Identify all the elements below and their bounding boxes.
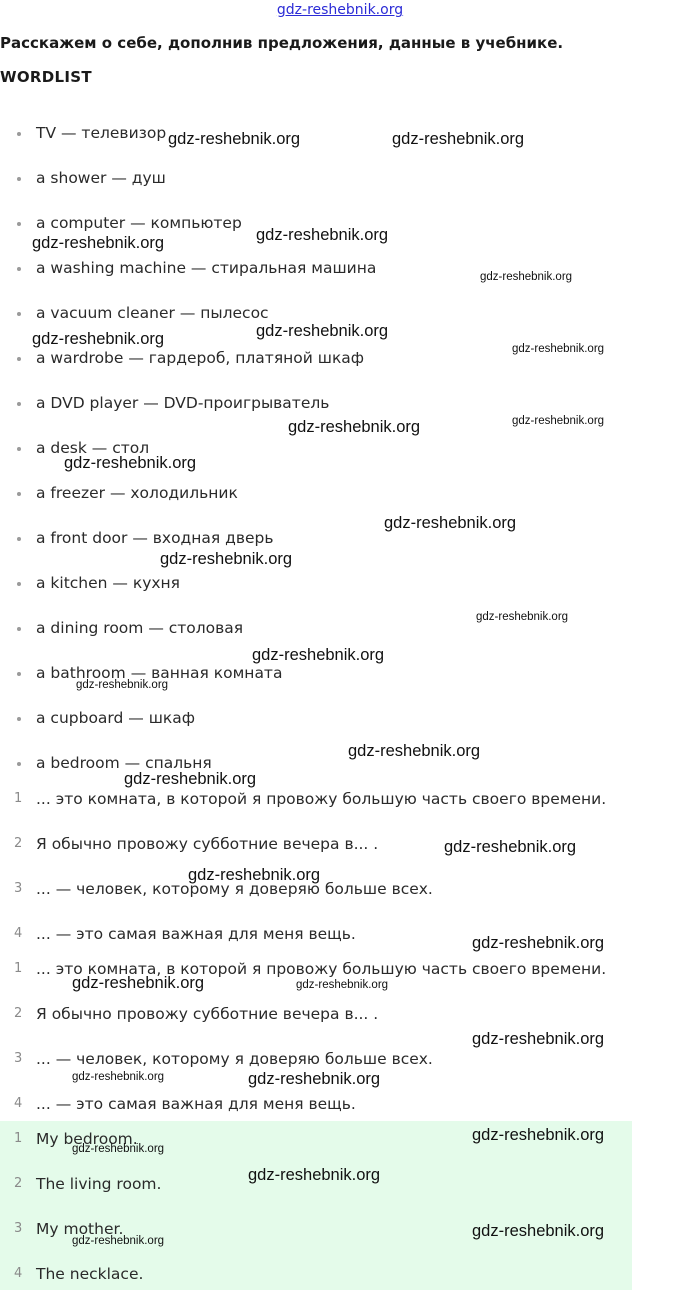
questions-list-1 bbox=[0, 787, 680, 967]
item-number: 3 bbox=[14, 1051, 23, 1066]
watermark: gdz-reshebnik.org bbox=[480, 271, 573, 283]
list-item bbox=[0, 661, 680, 706]
wordlist-entry: a washing machine — стиральная машина bbox=[36, 259, 377, 277]
list-item bbox=[0, 436, 680, 481]
watermark: gdz-reshebnik.org bbox=[472, 1222, 605, 1240]
item-number: 2 bbox=[14, 836, 23, 851]
wordlist-entry: a bedroom — спальня bbox=[36, 754, 212, 772]
wordlist-entry: TV — телевизор bbox=[36, 124, 167, 142]
bullet-icon bbox=[17, 177, 21, 181]
wordlist-entry: a bathroom — ванная комната bbox=[36, 664, 283, 682]
list-item bbox=[0, 391, 680, 436]
bullet-icon bbox=[17, 627, 21, 631]
watermark: gdz-reshebnik.org bbox=[288, 418, 421, 436]
item-number: 1 bbox=[14, 791, 23, 806]
watermark: gdz-reshebnik.org bbox=[256, 322, 389, 340]
list-item bbox=[0, 877, 680, 922]
intro-text: Расскажем о себе, дополнив предложения, данные в учебнике. bbox=[0, 34, 564, 52]
list-item bbox=[0, 346, 680, 391]
watermark: gdz-reshebnik.org bbox=[72, 974, 205, 992]
bullet-icon bbox=[17, 717, 21, 721]
wordlist-entry: a wardrobe — гардероб, платяной шкаф bbox=[36, 349, 365, 367]
list-item bbox=[0, 526, 680, 571]
list-item bbox=[0, 1002, 680, 1047]
watermark: gdz-reshebnik.org bbox=[248, 1070, 381, 1088]
watermark: gdz-reshebnik.org bbox=[252, 646, 385, 664]
question-text: ... это комната, в которой я провожу большую часть своего времени. bbox=[36, 960, 607, 978]
watermark: gdz-reshebnik.org bbox=[472, 1030, 605, 1048]
list-item bbox=[0, 301, 680, 346]
watermark: gdz-reshebnik.org bbox=[188, 866, 321, 884]
list-item bbox=[0, 121, 680, 166]
watermark: gdz-reshebnik.org bbox=[32, 330, 165, 348]
bullet-icon bbox=[17, 132, 21, 136]
watermark: gdz-reshebnik.org bbox=[512, 415, 605, 427]
bullet-icon bbox=[17, 582, 21, 586]
list-item bbox=[0, 166, 680, 211]
wordlist-entry: a kitchen — кухня bbox=[36, 574, 181, 592]
bullet-icon bbox=[17, 402, 21, 406]
watermark: gdz-reshebnik.org bbox=[476, 611, 569, 623]
wordlist-entry: a shower — душ bbox=[36, 169, 166, 187]
wordlist-title: WORDLIST bbox=[0, 68, 92, 86]
wordlist-entry: a freezer — холодильник bbox=[36, 484, 238, 502]
bullet-icon bbox=[17, 357, 21, 361]
answer-text: The necklace. bbox=[36, 1265, 144, 1283]
list-item bbox=[0, 1047, 680, 1092]
item-number: 3 bbox=[14, 1221, 23, 1236]
question-text: ... — человек, которому я доверяю больше всех. bbox=[36, 1050, 433, 1068]
bullet-icon bbox=[17, 672, 21, 676]
question-text: ... — это самая важная для меня вещь. bbox=[36, 1095, 356, 1113]
list-item bbox=[0, 706, 680, 751]
item-number: 2 bbox=[14, 1006, 23, 1021]
list-item bbox=[0, 481, 680, 526]
bullet-icon bbox=[17, 312, 21, 316]
item-number: 4 bbox=[14, 1266, 23, 1281]
watermark: gdz-reshebnik.org bbox=[444, 838, 577, 856]
list-item bbox=[0, 1217, 632, 1262]
watermark: gdz-reshebnik.org bbox=[348, 742, 481, 760]
answers-list bbox=[0, 1121, 632, 1290]
bullet-icon bbox=[17, 762, 21, 766]
watermark: gdz-reshebnik.org bbox=[392, 130, 525, 148]
list-item bbox=[0, 787, 680, 832]
list-item bbox=[0, 1262, 632, 1290]
watermark: gdz-reshebnik.org bbox=[296, 979, 389, 991]
watermark: gdz-reshebnik.org bbox=[32, 234, 165, 252]
bullet-icon bbox=[17, 267, 21, 271]
question-text: ... — это самая важная для меня вещь. bbox=[36, 925, 356, 943]
wordlist-entry: a front door — входная дверь bbox=[36, 529, 274, 547]
wordlist-entry: a vacuum cleaner — пылесос bbox=[36, 304, 269, 322]
list-item bbox=[0, 832, 680, 877]
item-number: 4 bbox=[14, 926, 23, 941]
watermark: gdz-reshebnik.org bbox=[64, 454, 197, 472]
list-item bbox=[0, 616, 680, 661]
bullet-icon bbox=[17, 537, 21, 541]
watermark: gdz-reshebnik.org bbox=[168, 130, 301, 148]
list-item bbox=[0, 571, 680, 616]
question-text: Я обычно провожу субботние вечера в... . bbox=[36, 1005, 379, 1023]
wordlist bbox=[0, 121, 680, 796]
list-item bbox=[0, 957, 680, 1002]
watermark: gdz-reshebnik.org bbox=[72, 1235, 165, 1247]
item-number: 1 bbox=[14, 1131, 23, 1146]
bullet-icon bbox=[17, 447, 21, 451]
list-item bbox=[0, 256, 680, 301]
wordlist-entry: a computer — компьютер bbox=[36, 214, 242, 232]
watermark: gdz-reshebnik.org bbox=[256, 226, 389, 244]
item-number: 4 bbox=[14, 1096, 23, 1111]
question-text: ... — человек, которому я доверяю больше всех. bbox=[36, 880, 433, 898]
answer-text: My mother. bbox=[36, 1220, 124, 1238]
list-item bbox=[0, 1172, 632, 1217]
watermark: gdz-reshebnik.org bbox=[384, 514, 517, 532]
wordlist-entry: a dining room — столовая bbox=[36, 619, 244, 637]
questions-list-2 bbox=[0, 957, 680, 1137]
watermark: gdz-reshebnik.org bbox=[472, 1126, 605, 1144]
bullet-icon bbox=[17, 222, 21, 226]
answer-text: My bedroom. bbox=[36, 1130, 138, 1148]
question-text: ... это комната, в которой я провожу большую часть своего времени. bbox=[36, 790, 607, 808]
wordlist-entry: a DVD player — DVD-проигрыватель bbox=[36, 394, 330, 412]
item-number: 3 bbox=[14, 881, 23, 896]
answers-block bbox=[0, 1121, 632, 1290]
bullet-icon bbox=[17, 492, 21, 496]
watermark: gdz-reshebnik.org bbox=[72, 1071, 165, 1083]
watermark: gdz-reshebnik.org bbox=[248, 1166, 381, 1184]
wordlist-entry: a cupboard — шкаф bbox=[36, 709, 196, 727]
watermark: gdz-reshebnik.org bbox=[76, 679, 169, 691]
list-item bbox=[0, 1127, 632, 1172]
site-mark: gdz-reshebnik.org bbox=[276, 2, 404, 18]
watermark: gdz-reshebnik.org bbox=[124, 770, 257, 788]
watermark: gdz-reshebnik.org bbox=[72, 1143, 165, 1155]
watermark: gdz-reshebnik.org bbox=[160, 550, 293, 568]
answer-text: The living room. bbox=[36, 1175, 162, 1193]
wordlist-entry: a desk — стол bbox=[36, 439, 150, 457]
question-text: Я обычно провожу субботние вечера в... . bbox=[36, 835, 379, 853]
list-item bbox=[0, 211, 680, 256]
watermark: gdz-reshebnik.org bbox=[472, 934, 605, 952]
item-number: 2 bbox=[14, 1176, 23, 1191]
item-number: 1 bbox=[14, 961, 23, 976]
watermark: gdz-reshebnik.org bbox=[512, 343, 605, 355]
